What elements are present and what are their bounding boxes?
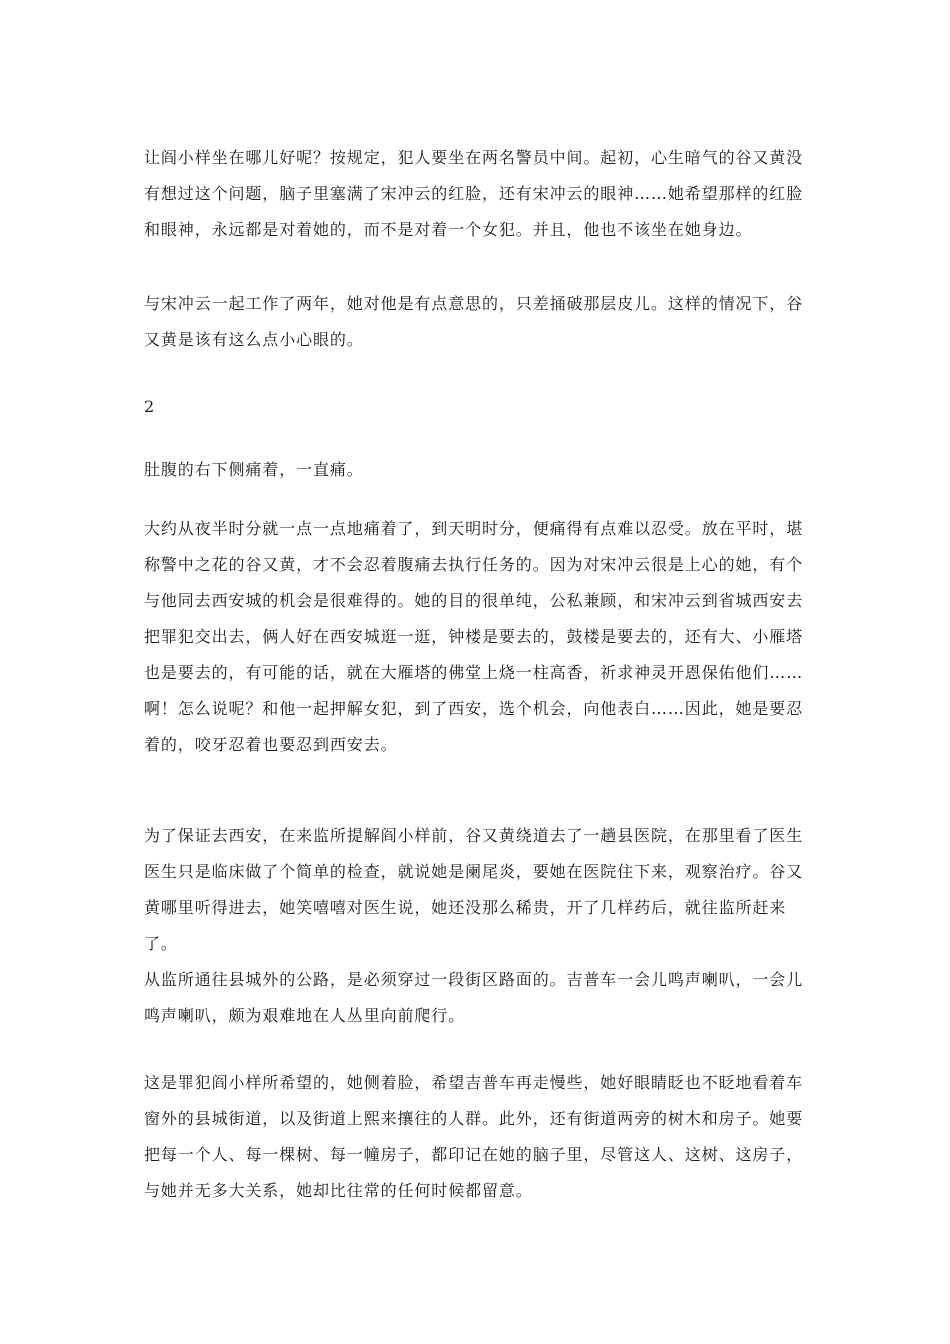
paragraph-road: 从监所通往县城外的公路，是必须穿过一段街区路面的。吉普车一会儿鸣声喇叭，一会儿鸣声喇叭，颇为艰难地在人丛里向前爬行。 bbox=[144, 970, 804, 1025]
section-number: 2 bbox=[144, 397, 156, 416]
paragraph-window: 这是罪犯阎小样所希望的，她侧着脸，希望吉普车再走慢些，她好眼睛眨也不眨地看着车窗外的县城街道，以及街道上熙来攘往的人群。此外，还有街道两旁的树木和房子。她要把每一个人、每一棵树、每一幢房子，都印记在她的脑子里，尽管这人、这树、这房子，与她并无多大关系，她却比往常的任何时候都留意。 bbox=[144, 1073, 804, 1200]
paragraph-hospital: 为了保证去西安，在来监所提解阎小样前，谷又黄绕道去了一趟县医院，在那里看了医生医生只是临床做了个简单的检查，就说她是阑尾炎，要她在医院住下来，观察治疗。谷又黄哪里听得进去，她笑嘻嘻对医生说，她还没那么稀贵，开了几样药后，就往监所赶来了。 bbox=[144, 826, 804, 953]
paragraph-pain: 肚腹的右下侧痛着，一直痛。 bbox=[144, 460, 364, 479]
paragraph-seating: 让阎小样坐在哪儿好呢？按规定，犯人要坐在两名警员中间。起初，心生暗气的谷又黄没有想过这个问题，脑子里塞满了宋冲云的红脸，还有宋冲云的眼神……她希望那样的红脸和眼神，永远都是对着她的，而不是对着一个女犯。并且，他也不该坐在她身边。 bbox=[144, 148, 804, 239]
paragraph-colleague: 与宋冲云一起工作了两年，她对他是有点意思的，只差捅破那层皮儿。这样的情况下，谷又黄是该有这么点小心眼的。 bbox=[144, 294, 804, 349]
paragraph-night: 大约从夜半时分就一点一点地痛着了，到天明时分，便痛得有点难以忍受。放在平时，堪称警中之花的谷又黄，才不会忍着腹痛去执行任务的。因为对宋冲云很是上心的她，有个与他同去西安城的机会是很难得的。她的目的很单纯，公私兼顾，和宋冲云到省城西安去把罪犯交出去，俩人好在西安城逛一逛，钟楼是要去的，鼓楼是要去的，还有大、小雁塔也是要去的，有可能的话，就在大雁塔的佛堂上烧一柱高香，祈求神灵开恩保佑他们……啊！怎么说呢？和他一起押解女犯，到了西安，选个机会，向他表白……因此，她是要忍着的，咬牙忍着也要忍到西安去。 bbox=[144, 519, 804, 754]
